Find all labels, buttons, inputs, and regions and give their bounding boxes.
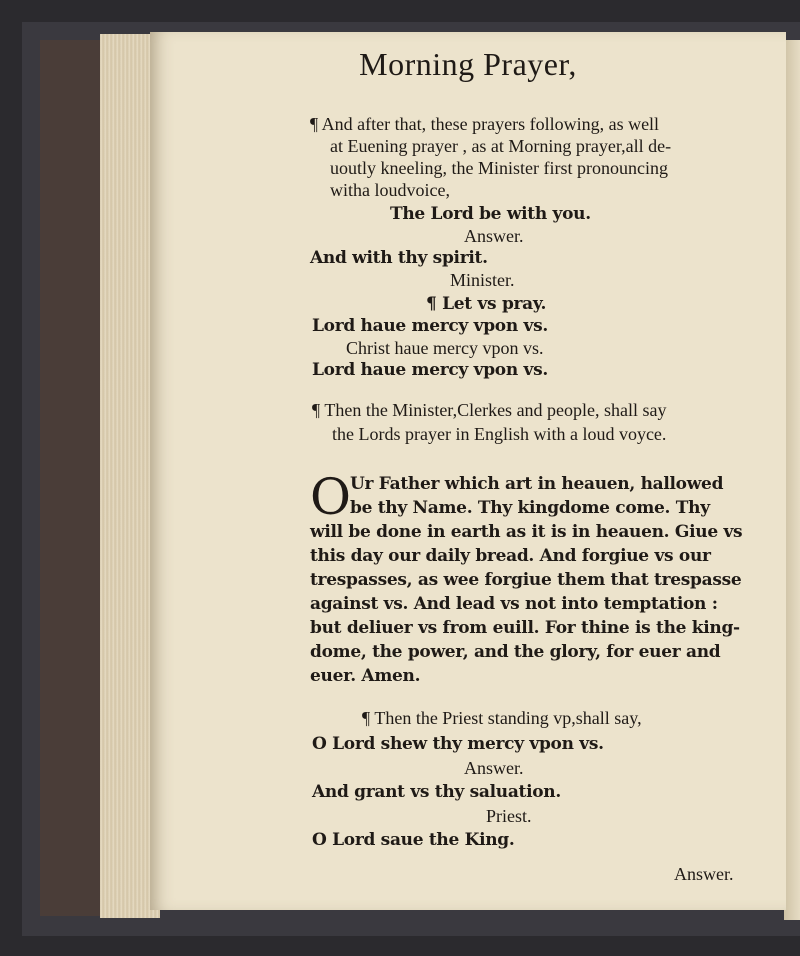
kyrie-line: Lord haue mercy vpon vs. [312, 360, 548, 380]
page-title: Morning Prayer, [359, 46, 577, 82]
rubric-line: uoutly kneeling, the Minister first pronouncing [330, 158, 668, 178]
prayer-line: will be done in earth as it is in heauen. Giue vs [310, 522, 743, 542]
rubric-line: at Euening prayer , as at Morning prayer,all de- [330, 136, 672, 156]
prayer-line: euer. Amen. [310, 666, 421, 686]
speaker-label: Answer. [464, 226, 524, 246]
catchword: Answer. [674, 864, 734, 884]
rubric-line: witha loudvoice, [330, 180, 450, 200]
prayer-line: but deliuer vs from euill. For thine is the king- [310, 618, 740, 638]
rubric-line: the Lords prayer in English with a loud voyce. [332, 424, 667, 444]
prayer-line: dome, the power, and the glory, for euer and [310, 642, 721, 662]
prayer-line: be thy Name. Thy kingdome come. Thy [350, 498, 710, 518]
speaker-label: Minister. [450, 270, 515, 290]
speaker-label: Priest. [486, 806, 532, 826]
versicle: O Lord saue the King. [312, 830, 515, 850]
response: And grant vs thy saluation. [312, 782, 561, 802]
kyrie-line: Christ haue mercy vpon vs. [346, 338, 544, 358]
versicle: The Lord be with you. [390, 204, 591, 224]
rubric-line: ¶ And after that, these prayers following, as well [310, 114, 660, 134]
drop-cap: O [310, 468, 351, 526]
prayer-line: Ur Father which art in heauen, hallowed [350, 474, 724, 494]
facing-page-edge [784, 40, 800, 920]
rubric-line: ¶ Then the Priest standing vp,shall say, [362, 708, 642, 728]
prayer-line: against vs. And lead vs not into temptation : [310, 594, 718, 614]
rubric-line: ¶ Then the Minister,Clerkes and people, shall say [312, 400, 667, 420]
prayer-line: this day our daily bread. And forgiue vs our [310, 546, 711, 566]
prayer-line: trespasses, as wee forgiue them that trespasse [310, 570, 742, 590]
versicle: O Lord shew thy mercy vpon vs. [312, 734, 604, 754]
response: And with thy spirit. [310, 248, 488, 268]
kyrie-line: Lord haue mercy vpon vs. [312, 316, 548, 336]
inner-board [40, 40, 100, 916]
book-page [150, 32, 786, 910]
versicle: ¶ Let vs pray. [426, 294, 547, 314]
speaker-label: Answer. [464, 758, 524, 778]
